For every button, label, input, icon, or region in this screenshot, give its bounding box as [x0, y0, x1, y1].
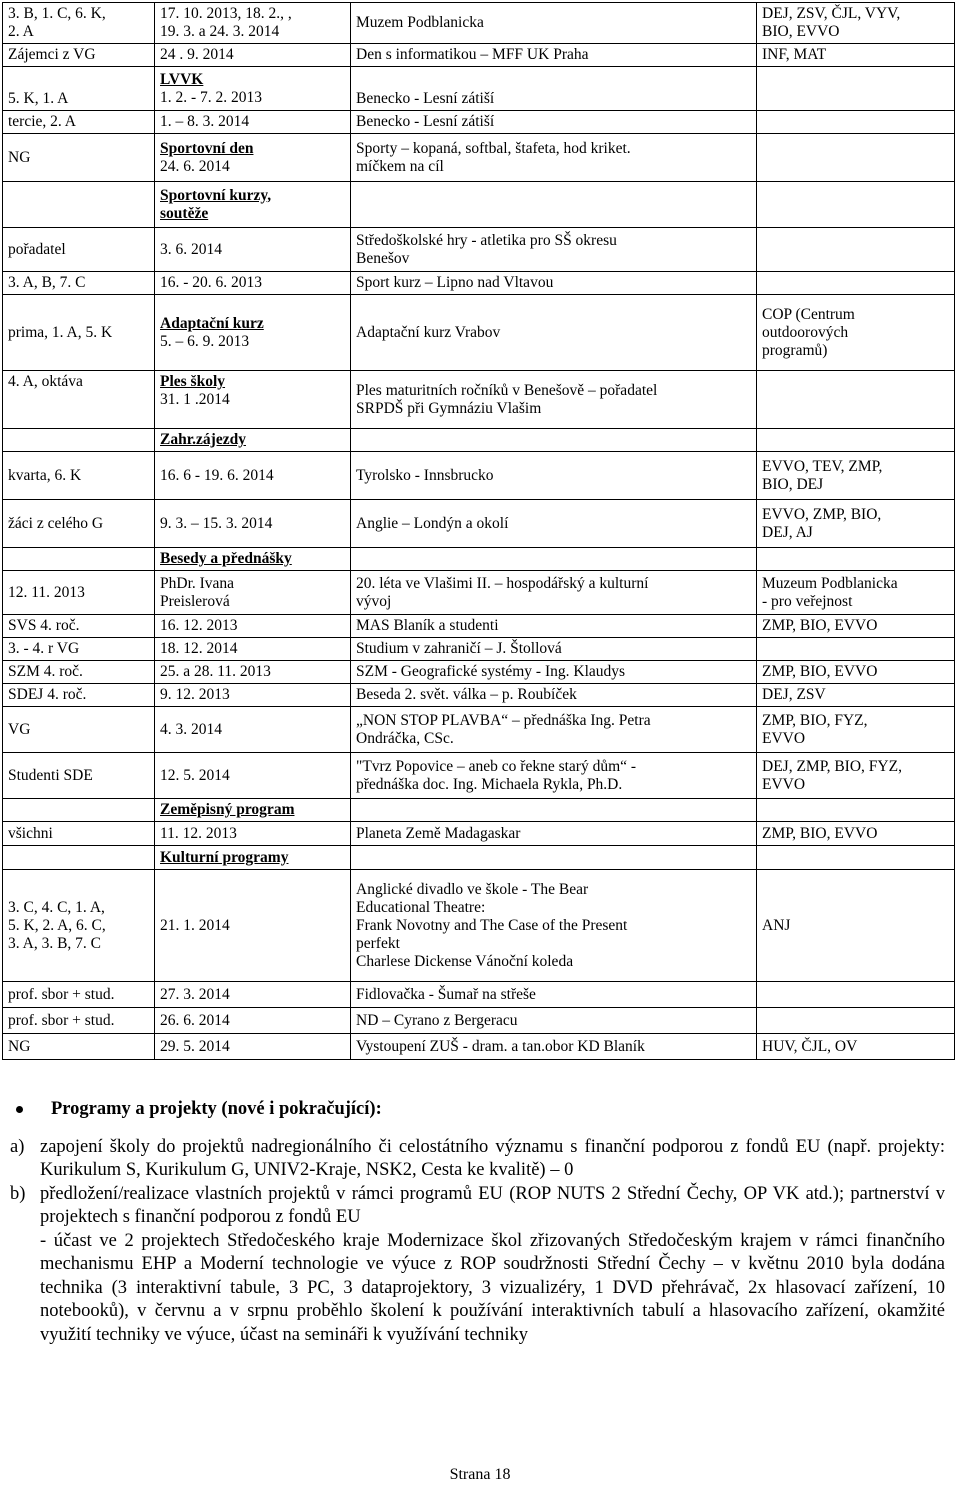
table-row: [3, 638, 955, 661]
cell-date: Zahr.zájezdy: [155, 429, 351, 452]
cell-date: 9. 3. – 15. 3. 2014: [155, 500, 351, 548]
cell-subjects: [757, 272, 955, 295]
cell-subjects: ZMP, BIO, EVVO: [757, 661, 955, 684]
cell-date: Adaptační kurz 5. – 6. 9. 2013: [155, 295, 351, 371]
cell-group: žáci z celého G: [3, 500, 155, 548]
cell-group: [3, 799, 155, 822]
table-row: [3, 134, 955, 182]
cell-event: Studium v zahraničí – J. Štollová: [351, 638, 757, 661]
cell-event: MAS Blaník a studenti: [351, 615, 757, 638]
cell-date: PhDr. Ivana Preislerová: [155, 571, 351, 615]
cell-date: Besedy a přednášky: [155, 548, 351, 571]
cell-subjects: [757, 429, 955, 452]
cell-subjects: [757, 799, 955, 822]
cell-group: prima, 1. A, 5. K: [3, 295, 155, 371]
table-row: [3, 571, 955, 615]
cell-group: [3, 846, 155, 870]
section-heading: Sportovní den: [160, 139, 254, 157]
cell-subjects: ZMP, BIO, EVVO: [757, 822, 955, 846]
cell-date: 21. 1. 2014: [155, 870, 351, 982]
cell-date: Sportovní kurzy, soutěže: [155, 182, 351, 228]
cell-subjects: [757, 846, 955, 870]
cell-date: 12. 5. 2014: [155, 753, 351, 799]
cell-date: 16. 12. 2013: [155, 615, 351, 638]
cell-subjects: EVVO, ZMP, BIO, DEJ, AJ: [757, 500, 955, 548]
cell-group: 3. B, 1. C, 6. K, 2. A: [3, 3, 155, 44]
cell-event: Anglie – Londýn a okolí: [351, 500, 757, 548]
cell-group: SVS 4. roč.: [3, 615, 155, 638]
cell-group: NG: [3, 134, 155, 182]
cell-date: 9. 12. 2013: [155, 684, 351, 707]
cell-group: 3. A, B, 7. C: [3, 272, 155, 295]
table-row: [3, 500, 955, 548]
cell-subjects: INF, MAT: [757, 44, 955, 67]
cell-group: pořadatel: [3, 228, 155, 272]
cell-subjects: ZMP, BIO, FYZ, EVVO: [757, 707, 955, 753]
section-heading: Adaptační kurz: [160, 314, 264, 332]
cell-date: 27. 3. 2014: [155, 982, 351, 1008]
cell-event: "Tvrz Popovice – aneb co řekne starý dům“ - přednáška doc. Ing. Michaela Rykla, Ph.D.: [351, 753, 757, 799]
cell-event: „NON STOP PLAVBA“ – přednáška Ing. Petra Ondráčka, CSc.: [351, 707, 757, 753]
table-row: [3, 3, 955, 44]
cell-date: 3. 6. 2014: [155, 228, 351, 272]
cell-date: 18. 12. 2014: [155, 638, 351, 661]
cell-event: Vystoupení ZUŠ - dram. a tan.obor KD Blaník: [351, 1034, 757, 1060]
program-item-a: [10, 1136, 945, 1183]
table-row: [3, 846, 955, 870]
table-row: [3, 799, 955, 822]
programs-heading-text: Programy a projekty (nové i pokračující):: [51, 1099, 382, 1119]
cell-event: Muzem Podblanicka: [351, 3, 757, 44]
cell-group: všichni: [3, 822, 155, 846]
table-row: [3, 44, 955, 67]
table-row: [3, 228, 955, 272]
cell-group: [3, 548, 155, 571]
cell-event: SZM - Geografické systémy - Ing. Klaudys: [351, 661, 757, 684]
cell-group: NG: [3, 1034, 155, 1060]
cell-date: Zeměpisný program: [155, 799, 351, 822]
cell-subjects: [757, 134, 955, 182]
programs-heading: [10, 1098, 945, 1122]
cell-event: Anglické divadlo ve škole - The Bear Educational Theatre: Frank Novotny and The Case of the Present perfekt Charlese Dickense Vánoční koleda: [351, 870, 757, 982]
cell-date: Kulturní programy: [155, 846, 351, 870]
cell-subjects: [757, 182, 955, 228]
cell-event: 20. léta ve Vlašimi II. – hospodářský a kulturní vývoj: [351, 571, 757, 615]
cell-group: SZM 4. roč.: [3, 661, 155, 684]
cell-date: 25. a 28. 11. 2013: [155, 661, 351, 684]
cell-date: 16. - 20. 6. 2013: [155, 272, 351, 295]
cell-group: Zájemci z VG: [3, 44, 155, 67]
program-item-b: [10, 1183, 945, 1348]
section-heading: Ples školy: [160, 373, 226, 390]
section-heading: LVVK: [160, 70, 204, 88]
cell-group: kvarta, 6. K: [3, 452, 155, 500]
cell-date: 1. – 8. 3. 2014: [155, 111, 351, 134]
cell-date: 4. 3. 2014: [155, 707, 351, 753]
cell-event: [351, 846, 757, 870]
cell-event: [351, 799, 757, 822]
cell-subjects: [757, 548, 955, 571]
table-row: [3, 707, 955, 753]
table-row: [3, 615, 955, 638]
cell-group: VG: [3, 707, 155, 753]
cell-group: 3. - 4. r VG: [3, 638, 155, 661]
item-label: b): [10, 1183, 26, 1204]
bullet-icon: [16, 1106, 23, 1113]
cell-subjects: DEJ, ZMP, BIO, FYZ, EVVO: [757, 753, 955, 799]
cell-group: 12. 11. 2013: [3, 571, 155, 615]
cell-subjects: [757, 638, 955, 661]
cell-group: SDEJ 4. roč.: [3, 684, 155, 707]
cell-event: Tyrolsko - Innsbrucko: [351, 452, 757, 500]
table-row: [3, 452, 955, 500]
cell-group: [3, 429, 155, 452]
cell-event: Sporty – kopaná, softbal, štafeta, hod kriket. míčkem na cíl: [351, 134, 757, 182]
cell-subjects: [757, 982, 955, 1008]
cell-date: Sportovní den 24. 6. 2014: [155, 134, 351, 182]
cell-subjects: [757, 1008, 955, 1034]
cell-subjects: [757, 111, 955, 134]
cell-date: 16. 6 - 19. 6. 2014: [155, 452, 351, 500]
cell-event: [351, 429, 757, 452]
table-row: [3, 753, 955, 799]
cell-subjects: DEJ, ZSV: [757, 684, 955, 707]
table-row: [3, 548, 955, 571]
cell-event: [351, 548, 757, 571]
cell-date: 26. 6. 2014: [155, 1008, 351, 1034]
cell-group: prof. sbor + stud.: [3, 1008, 155, 1034]
cell-event: Den s informatikou – MFF UK Praha: [351, 44, 757, 67]
cell-subjects: Muzeum Podblanicka - pro veřejnost: [757, 571, 955, 615]
cell-event: Benecko - Lesní zátiší: [351, 111, 757, 134]
cell-event: Středoškolské hry - atletika pro SŠ okresu Benešov: [351, 228, 757, 272]
cell-group: [3, 182, 155, 228]
cell-event: Beseda 2. svět. válka – p. Roubíček: [351, 684, 757, 707]
cell-subjects: HUV, ČJL, OV: [757, 1034, 955, 1060]
cell-group: 4. A, oktáva: [3, 371, 155, 429]
cell-event: Planeta Země Madagaskar: [351, 822, 757, 846]
item-detail: - účast ve 2 projektech Středočeského kraje Modernizace škol zřizovaných Středočeským krajem v rámci finančního mechanismu EHP a Moderní technologie ve výuce z ROP soudržnosti Střední Čechy – v květnu 2010 byla dodána technika (3 interaktivní tabule, 3 PC, 3 dataprojektory, 3 vizualizéry, 1 DVD přehrávač, 2x hlasovací zařízení, 10 notebooků), v červnu a v srpnu proběhlo školení k používání interaktivních tabulí a hlasovacího zařízení, okamžité využití techniky ve výuce, účast na semináři k využívání techniky: [40, 1230, 945, 1345]
cell-group: prof. sbor + stud.: [3, 982, 155, 1008]
cell-event: Ples maturitních ročníků v Benešově – pořadatel SRPDŠ při Gymnáziu Vlašim: [351, 371, 757, 429]
cell-subjects: COP (Centrum outdoorových programů): [757, 295, 955, 371]
cell-subjects: ZMP, BIO, EVVO: [757, 615, 955, 638]
cell-group: tercie, 2. A: [3, 111, 155, 134]
programs-section: [10, 1098, 945, 1347]
table-row: [3, 429, 955, 452]
cell-date: Ples školy 31. 1 .2014: [155, 371, 351, 429]
table-row: [3, 295, 955, 371]
cell-event: Benecko - Lesní zátiší: [351, 67, 757, 111]
table-row: [3, 1008, 955, 1034]
item-text: zapojení školy do projektů nadregionálního či celostátního významu s finanční podporou z fondů EU (např. projekty: Kurikulum S, Kurikulum G, UNIV2-Kraje, NSK2, Cesta ke kvalitě) – 0: [40, 1136, 945, 1180]
cell-subjects: [757, 371, 955, 429]
cell-date: 17. 10. 2013, 18. 2., , 19. 3. a 24. 3. 2014: [155, 3, 351, 44]
cell-date: 24 . 9. 2014: [155, 44, 351, 67]
table-row: [3, 870, 955, 982]
table-row: [3, 371, 955, 429]
table-row: [3, 1034, 955, 1060]
cell-group: Studenti SDE: [3, 753, 155, 799]
table-row: [3, 684, 955, 707]
cell-date: 29. 5. 2014: [155, 1034, 351, 1060]
cell-event: Fidlovačka - Šumař na střeše: [351, 982, 757, 1008]
cell-date: LVVK 1. 2. - 7. 2. 2013: [155, 67, 351, 111]
cell-subjects: [757, 228, 955, 272]
cell-subjects: ANJ: [757, 870, 955, 982]
table-row: [3, 67, 955, 111]
cell-subjects: EVVO, TEV, ZMP, BIO, DEJ: [757, 452, 955, 500]
table-row: [3, 982, 955, 1008]
cell-event: Adaptační kurz Vrabov: [351, 295, 757, 371]
events-table: [2, 2, 955, 1060]
cell-event: ND – Cyrano z Bergeracu: [351, 1008, 757, 1034]
page-number: Strana 18: [449, 1466, 511, 1483]
cell-group: 5. K, 1. A: [3, 67, 155, 111]
cell-subjects: [757, 67, 955, 111]
table-row: [3, 182, 955, 228]
table-row: [3, 272, 955, 295]
table-row: [3, 661, 955, 684]
cell-event: [351, 182, 757, 228]
item-label: a): [10, 1136, 25, 1157]
cell-event: Sport kurz – Lipno nad Vltavou: [351, 272, 757, 295]
cell-subjects: DEJ, ZSV, ČJL, VYV, BIO, EVVO: [757, 3, 955, 44]
table-row: [3, 111, 955, 134]
cell-date: 11. 12. 2013: [155, 822, 351, 846]
cell-group: 3. C, 4. C, 1. A, 5. K, 2. A, 6. C, 3. A, 3. B, 7. C: [3, 870, 155, 982]
item-text: předložení/realizace vlastních projektů v rámci programů EU (ROP NUTS 2 Střední Čechy, OP VK atd.); partnerství v projektech s finanční podporou z fondů EU: [40, 1183, 945, 1227]
table-row: [3, 822, 955, 846]
